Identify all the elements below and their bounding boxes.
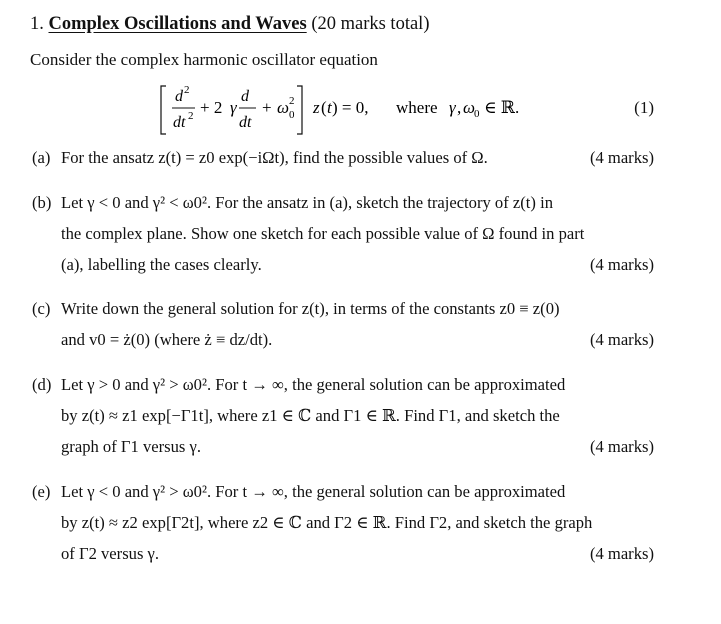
part-text-line: Let γ < 0 and γ² > ω0². For t → ∞, the general solution can be approximated — [61, 482, 566, 501]
part-b — [32, 187, 654, 280]
part-label: (a) — [32, 148, 51, 167]
svg-text:2: 2 — [184, 84, 190, 96]
part-label: (d) — [32, 375, 52, 394]
part-marks: (4 marks) — [589, 544, 654, 563]
svg-text:ω: ω — [277, 98, 290, 117]
part-label: (c) — [32, 299, 51, 318]
part-c — [32, 293, 654, 355]
svg-text:) = 0,: ) = 0, — [332, 98, 369, 117]
part-text-line: For the ansatz z(t) = z0 exp(−iΩt), find the possible values of Ω. — [61, 148, 488, 167]
part-marks: (4 marks) — [589, 437, 654, 456]
part-text-line: by z(t) ≈ z1 exp[−Γ1t], where z1 ∈ ℂ and Γ1 ∈ ℝ. Find Γ1, and sketch the — [61, 406, 560, 425]
svg-text:γ: γ — [449, 98, 456, 117]
part-a — [32, 142, 654, 173]
svg-text:2: 2 — [188, 110, 194, 122]
svg-text:z: z — [313, 98, 320, 117]
svg-text:0: 0 — [289, 109, 295, 121]
svg-text:∈ ℝ.: ∈ ℝ. — [484, 98, 520, 117]
part-text-line: and v0 = ż(0) (where ż ≡ dz/dt). — [61, 330, 273, 349]
svg-text:+ 2: + 2 — [200, 98, 223, 117]
part-marks: (4 marks) — [589, 255, 654, 274]
svg-text:t: t — [327, 98, 332, 117]
svg-text:(: ( — [321, 98, 327, 117]
part-marks: (4 marks) — [589, 148, 654, 167]
part-text-line: graph of Γ1 versus γ. — [61, 437, 201, 456]
part-text-line: by z(t) ≈ z2 exp[Γ2t], where z2 ∈ ℂ and Γ2 ∈ ℝ. Find Γ2, and sketch the graph — [61, 513, 593, 532]
svg-text:ω: ω — [463, 98, 476, 117]
part-marks: (4 marks) — [589, 330, 654, 349]
part-label: (b) — [32, 193, 52, 212]
svg-text:dt: dt — [239, 114, 252, 131]
svg-text:dt: dt — [173, 114, 186, 131]
part-text-line: of Γ2 versus γ. — [61, 544, 160, 563]
question-heading — [30, 14, 429, 35]
part-d — [32, 369, 654, 462]
svg-text:0: 0 — [474, 108, 480, 120]
equation-number: (1) — [634, 98, 654, 117]
svg-text:,: , — [457, 98, 462, 117]
part-text-line: Let γ > 0 and γ² > ω0². For t → ∞, the general solution can be approximated — [61, 375, 566, 394]
svg-text:γ: γ — [230, 98, 237, 117]
part-text-line: Write down the general solution for z(t), in terms of the constants z0 ≡ z(0) — [61, 299, 560, 318]
part-text-line: the complex plane. Show one sketch for each possible value of Ω found in part — [61, 224, 585, 243]
question-number: 1. — [30, 14, 44, 34]
svg-text:2: 2 — [289, 95, 295, 107]
left-bracket — [161, 86, 166, 134]
part-text-line: (a), labelling the cases clearly. — [61, 255, 262, 274]
svg-text:where: where — [396, 98, 438, 117]
right-bracket — [297, 86, 302, 134]
display-equation — [0, 80, 721, 140]
question-total-marks: (20 marks total) — [311, 14, 430, 34]
svg-text:+: + — [262, 98, 272, 117]
svg-text:d: d — [175, 88, 183, 105]
svg-text:d: d — [241, 88, 249, 105]
part-e — [32, 476, 654, 569]
part-text-line: Let γ < 0 and γ² < ω0². For the ansatz in (a), sketch the trajectory of z(t) in — [61, 193, 553, 212]
question-title: Complex Oscillations and Waves — [48, 14, 307, 34]
question-intro: Consider the complex harmonic oscillator equation — [30, 50, 378, 69]
part-label: (e) — [32, 482, 51, 501]
